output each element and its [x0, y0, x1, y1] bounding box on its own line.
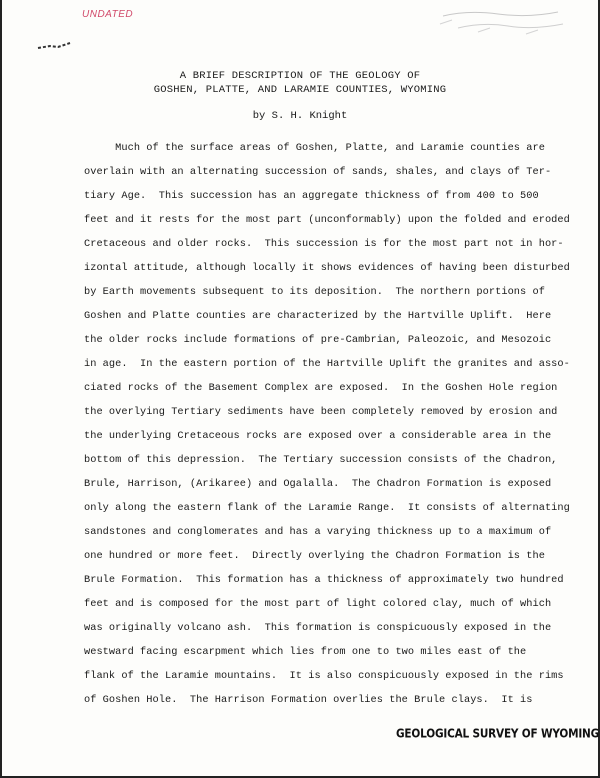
body-line: bottom of this depression. The Tertiary succession consists of the Chadron,: [84, 454, 558, 466]
body-line: Cretaceous and older rocks. This succession is for the most part not in hor-: [84, 238, 564, 250]
body-line: Goshen and Platte counties are characterized by the Hartville Uplift. Here: [84, 310, 552, 322]
faint-stamp-mark: [438, 8, 568, 38]
body-line: the older rocks include formations of pre-Cambrian, Paleozoic, and Mesozoic: [84, 334, 552, 346]
document-author: by S. H. Knight: [252, 110, 348, 122]
body-line: was originally volcano ash. This formation is conspicuously exposed in the: [84, 622, 552, 634]
body-line: one hundred or more feet. Directly overlying the Chadron Formation is the: [84, 550, 545, 562]
body-line: ciated rocks of the Basement Complex are exposed. In the Goshen Hole region: [84, 382, 558, 394]
body-line: flank of the Laramie mountains. It is also conspicuously exposed in the rims: [84, 670, 564, 682]
body-line: in age. In the eastern portion of the Hartville Uplift the granites and asso-: [84, 358, 570, 370]
body-line: the overlying Tertiary sediments have been completely removed by erosion and: [84, 406, 558, 418]
document-title-line-2: GOSHEN, PLATTE, AND LARAMIE COUNTIES, WYOMING: [153, 84, 447, 96]
document-title-line-1: A BRIEF DESCRIPTION OF THE GEOLOGY OF: [179, 70, 421, 82]
punch-mark: [36, 40, 72, 52]
body-line: Brule Formation. This formation has a thickness of approximately two hundred: [84, 574, 564, 586]
body-line: overlain with an alternating succession of sands, shales, and clays of Ter-: [84, 166, 552, 178]
body-line: tiary Age. This succession has an aggregate thickness of from 400 to 500: [84, 190, 539, 202]
body-line: of Goshen Hole. The Harrison Formation overlies the Brule clays. It is: [84, 694, 533, 706]
survey-stamp: GEOLOGICAL SURVEY OF WYOMING: [396, 726, 600, 742]
body-line: feet and it rests for the most part (unconformably) upon the folded and eroded: [84, 214, 570, 226]
body-line: feet and is composed for the most part of light colored clay, much of which: [84, 598, 552, 610]
handwritten-annotation: UNDATED: [82, 9, 134, 20]
body-line: by Earth movements subsequent to its deposition. The northern portions of: [84, 286, 545, 298]
body-line: westward facing escarpment which lies from one to two miles east of the: [84, 646, 527, 658]
body-line: the underlying Cretaceous rocks are exposed over a considerable area in the: [84, 430, 552, 442]
body-line: Much of the surface areas of Goshen, Platte, and Laramie counties are: [84, 142, 545, 154]
body-line: izontal attitude, although locally it shows evidences of having been disturbed: [84, 262, 570, 274]
body-line: Brule, Harrison, (Arikaree) and Ogalalla. The Chadron Formation is exposed: [84, 478, 552, 490]
body-line: only along the eastern flank of the Laramie Range. It consists of alternating: [84, 502, 570, 514]
body-line: sandstones and conglomerates and has a varying thickness up to a maximum of: [84, 526, 552, 538]
